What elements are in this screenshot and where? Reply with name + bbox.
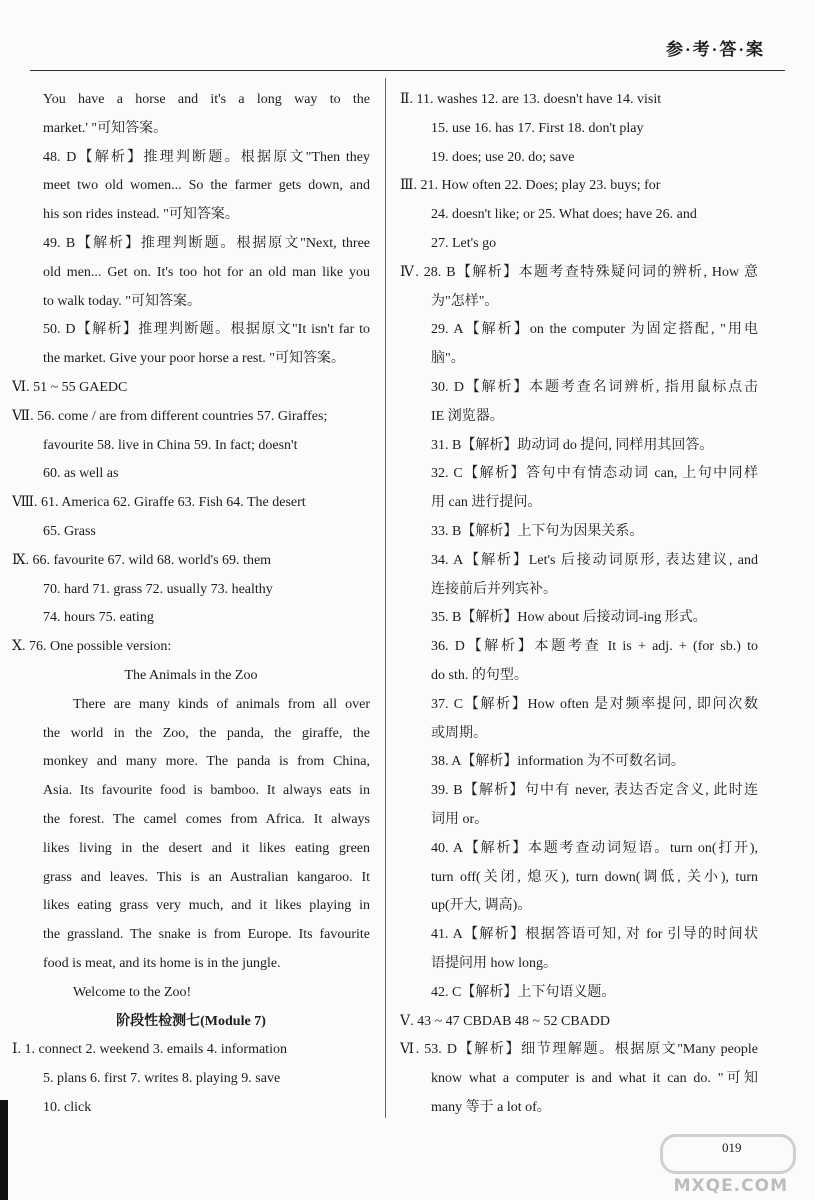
section-line: Ⅳ. 28. B【解析】本题考查特殊疑问词的辨析, How 意 [400, 264, 758, 280]
text-line: favourite 58. live in China 59. In fact; doesn't [43, 437, 298, 453]
column-divider [385, 78, 386, 1118]
page-edge-shadow [0, 1100, 8, 1200]
essay-line: food is meat, and its home is in the jungle. [43, 955, 281, 971]
watermark-logo-icon [660, 1134, 796, 1174]
essay-line: Asia. Its favourite food is bamboo. It always eats in [43, 783, 370, 799]
text-line: 33. B【解析】上下句为因果关系。 [431, 523, 644, 539]
essay-line: the forest. The camel comes from Africa. It always [43, 811, 370, 827]
text-line: 40. A【解析】本题考查动词短语。turn on(打开), [431, 840, 758, 856]
watermark [650, 1130, 800, 1198]
text-line: 65. Grass [43, 523, 96, 539]
text-line: his son rides instead. "可知答案。 [43, 207, 239, 223]
essay-title: The Animals in the Zoo [124, 667, 258, 683]
text-line: 5. plans 6. first 7. writes 8. playing 9. save [43, 1071, 281, 1087]
text-line: 27. Let's go [431, 235, 497, 251]
text-line: You have a horse and it's a long way to the [43, 92, 370, 107]
essay-line: monkey and many more. The panda is from China, [43, 754, 370, 770]
text-line: 语提问用 how long。 [431, 955, 557, 971]
text-line: IE 浏览器。 [431, 408, 504, 424]
text-line: 34. A【解析】Let's 后接动词原形, 表达建议, and [431, 552, 758, 568]
text-line: many 等于 a lot of。 [431, 1099, 551, 1115]
text-line: 或周期。 [431, 725, 487, 741]
text-line: 70. hard 71. grass 72. usually 73. healthy [43, 581, 273, 597]
text-line: 48. D【解析】推理判断题。根据原文"Then they [43, 149, 370, 165]
text-line: 连接前后并列宾补。 [431, 581, 557, 597]
section-line: Ⅹ. 76. One possible version: [12, 639, 172, 655]
text-line: 29. A【解析】on the computer 为固定搭配, "用电 [431, 322, 758, 338]
text-line: old men... Get on. It's too hot for an old man like you [43, 264, 370, 280]
text-line: do sth. 的句型。 [431, 667, 528, 683]
essay-line: the world in the Zoo, the panda, the giraffe, the [43, 725, 370, 741]
text-line: 41. A【解析】根据答语可知, 对 for 引导的时间状 [431, 927, 758, 943]
text-line: 为"怎样"。 [431, 293, 499, 309]
watermark-text: MXQE.COM [673, 1176, 788, 1196]
text-line: market.' "可知答案。 [43, 120, 168, 136]
text-line: to walk today. "可知答案。 [43, 293, 202, 309]
text-line: 30. D【解析】本题考查名词辨析, 指用鼠标点击 [431, 379, 758, 395]
text-line: 31. B【解析】助动词 do 提问, 同样用其回答。 [431, 437, 714, 453]
text-line: 19. does; use 20. do; save [431, 149, 575, 165]
text-line: 50. D【解析】推理判断题。根据原文"It isn't far to [43, 322, 370, 338]
text-line: 39. B【解析】句中有 never, 表达否定含义, 此时连 [431, 783, 758, 799]
text-line: 用 can 进行提问。 [431, 495, 542, 511]
text-line: 60. as well as [43, 466, 119, 482]
essay-line: grass and leaves. This is an Australian kangaroo. It [43, 869, 370, 885]
page-header: 参·考·答·案 [665, 40, 765, 59]
text-line: meet two old women... So the farmer gets down, and [43, 178, 370, 194]
section-line: Ⅰ. 1. connect 2. weekend 3. emails 4. information [12, 1042, 287, 1058]
text-line: 15. use 16. has 17. First 18. don't play [431, 120, 644, 136]
section-heading: 阶段性检测七(Module 7) [116, 1013, 266, 1029]
section-line: Ⅸ. 66. favourite 67. wild 68. world's 69. them [12, 552, 272, 568]
section-line: Ⅷ. 61. America 62. Giraffe 63. Fish 64. The desert [12, 495, 306, 511]
text-line: 词用 or。 [431, 811, 489, 827]
text-line: 脑"。 [431, 351, 465, 367]
essay-line: likes eating grass very much, and it likes playing in [43, 898, 370, 914]
text-line: 32. C【解析】答句中有情态动词 can, 上句中同样 [431, 466, 758, 482]
text-line: 10. click [43, 1099, 92, 1115]
essay-line: There are many kinds of animals from all over [73, 696, 370, 712]
text-line: know what a computer is and what it can do. "可知 [431, 1071, 758, 1087]
text-line: 24. doesn't like; or 25. What does; have 26. and [431, 207, 697, 223]
essay-line: Welcome to the Zoo! [73, 984, 192, 1000]
section-line: Ⅵ. 51 ~ 55 GAEDC [12, 379, 128, 395]
section-line: Ⅶ. 56. come / are from different countries 57. Giraffes; [12, 408, 328, 424]
right-column [400, 86, 758, 1123]
essay-line: likes living in the desert and it likes eating green [43, 840, 370, 856]
essay-line: the grassland. The snake is from Europe. Its favourite [43, 927, 370, 943]
section-line: Ⅱ. 11. washes 12. are 13. doesn't have 14. visit [400, 92, 662, 107]
text-line: 38. A【解析】information 为不可数名词。 [431, 754, 685, 770]
text-line: 42. C【解析】上下句语义题。 [431, 984, 616, 1000]
text-line: 74. hours 75. eating [43, 610, 154, 626]
section-line: Ⅲ. 21. How often 22. Does; play 23. buys; for [400, 178, 661, 194]
left-column [12, 86, 370, 1123]
header-rule [30, 70, 785, 71]
text-line: 36. D【解析】本题考查 It is + adj. + (for sb.) to [431, 639, 758, 655]
text-line: turn off(关闭, 熄灭), turn down(调低, 关小), turn [431, 869, 758, 885]
page-number: 019 [722, 1140, 742, 1155]
section-line: Ⅵ. 53. D【解析】细节理解题。根据原文"Many people [400, 1042, 758, 1058]
section-line: Ⅴ. 43 ~ 47 CBDAB 48 ~ 52 CBADD [400, 1013, 610, 1029]
text-line: 37. C【解析】How often 是对频率提问, 即问次数 [431, 696, 758, 712]
text-line: up(开大, 调高)。 [431, 898, 532, 914]
text-line: the market. Give your poor horse a rest. "可知答案。 [43, 351, 345, 367]
text-line: 49. B【解析】推理判断题。根据原文"Next, three [43, 235, 370, 251]
text-line: 35. B【解析】How about 后接动词-ing 形式。 [431, 610, 707, 626]
